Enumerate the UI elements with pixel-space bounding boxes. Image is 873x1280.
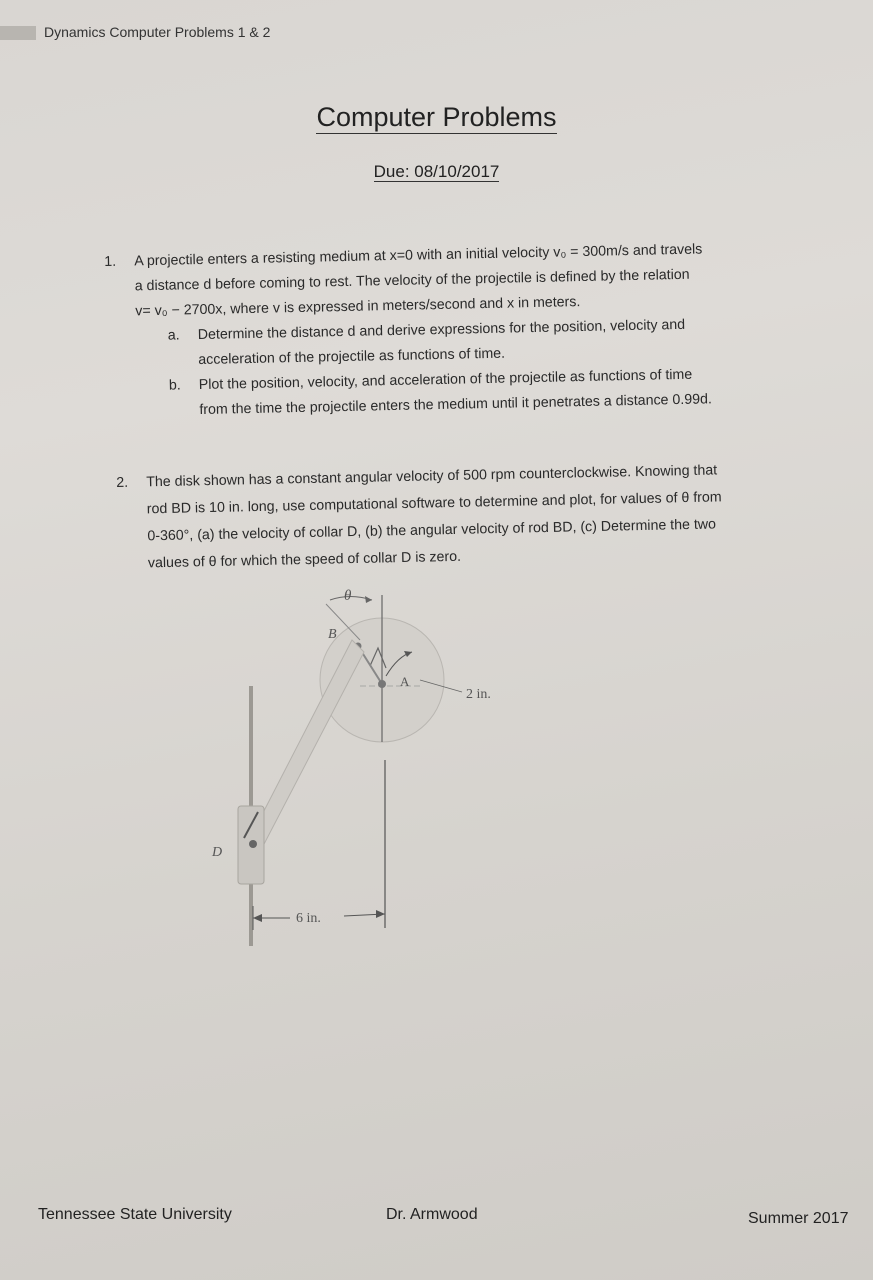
- part-a-line: Determine the distance d and derive expressions for the position, velocity and: [197, 316, 686, 344]
- problem-2-line: The disk shown has a constant angular velocity of 500 rpm counterclockwise. Knowing that: [146, 462, 718, 491]
- label-b: B: [328, 627, 337, 642]
- pin-d: [249, 840, 257, 848]
- part-b-line: Plot the position, velocity, and acceleration of the projectile as functions of time: [198, 366, 693, 394]
- problem-2-number: 2.: [116, 474, 129, 491]
- footer-term: Summer 2017: [748, 1210, 849, 1227]
- part-b-line: from the time the projectile enters the medium until it penetrates a distance 0.99d.: [199, 391, 713, 419]
- problem-1-line: a distance d before coming to rest. The velocity of the projectile is defined by the relation: [134, 266, 690, 295]
- footer-instructor: Dr. Armwood: [386, 1206, 478, 1223]
- radius-label: 2 in.: [466, 687, 491, 702]
- dimension-arrow-right: [376, 910, 385, 918]
- rod-bd: [250, 640, 364, 848]
- due-date-text: Due: 08/10/2017: [373, 162, 500, 181]
- label-a: A: [400, 674, 410, 689]
- label-d: D: [212, 845, 223, 860]
- theta-arrowhead: [365, 596, 372, 603]
- header-title: Dynamics Computer Problems 1 & 2: [44, 24, 271, 40]
- pin-a: [378, 680, 386, 688]
- part-b-label: b.: [168, 377, 181, 394]
- problem-2-line: rod BD is 10 in. long, use computational software to determine and plot, for values of θ from: [146, 489, 722, 518]
- problem-1-line: A projectile enters a resisting medium at x=0 with an initial velocity v₀ = 300m/s and travels: [134, 241, 703, 270]
- problem-2-line: 0-360°, (a) the velocity of collar D, (b) the angular velocity of rod BD, (c) Determine the two: [147, 516, 717, 545]
- theta-label: θ: [344, 588, 352, 604]
- part-a-line: acceleration of the projectile as functions of time.: [198, 345, 506, 369]
- offset-label: 6 in.: [296, 911, 321, 926]
- problem-2-line: values of θ for which the speed of collar D is zero.: [147, 548, 462, 572]
- footer-university: Tennessee State University: [38, 1206, 232, 1223]
- page-title-text: Computer Problems: [316, 102, 557, 132]
- problem-1-line: v= v₀ − 2700x, where v is expressed in meters/second and x in meters.: [135, 294, 581, 320]
- part-a-label: a.: [167, 327, 180, 344]
- problem-1-number: 1.: [104, 253, 117, 270]
- dimension-arrow-left: [253, 914, 262, 922]
